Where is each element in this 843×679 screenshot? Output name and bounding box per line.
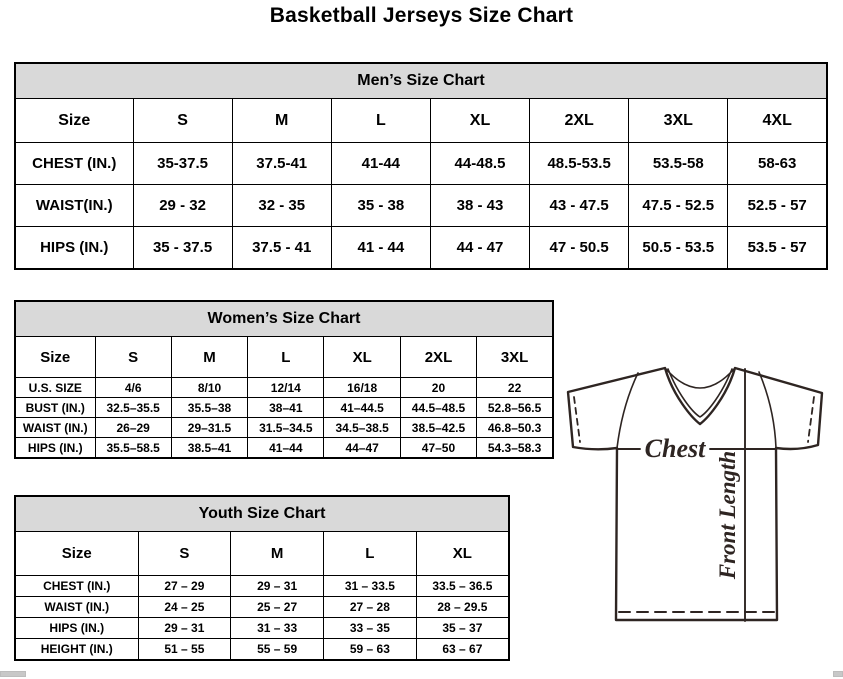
column-header: S [133,99,232,143]
chart-section-title: Youth Size Chart [15,496,509,532]
table-cell: 38.5–41 [171,438,247,459]
table-cell: 29 – 31 [138,618,231,639]
table-cell: 35 - 37.5 [133,227,232,270]
row-label-cell: CHEST (IN.) [15,143,133,185]
table-cell: 4/6 [95,378,171,398]
table-cell: 38 - 43 [430,185,529,227]
table-cell: 28 – 29.5 [416,597,509,618]
column-header-row [15,532,509,576]
table-cell: 25 – 27 [231,597,324,618]
right-armhole-seam [759,372,776,448]
table-cell: 35-37.5 [133,143,232,185]
table-row [15,618,509,639]
front-length-label: Front Length [715,450,740,580]
table-cell: 20 [400,378,476,398]
jersey-outline [568,368,822,620]
table-cell: 27 – 28 [324,597,417,618]
table-cell: 37.5-41 [232,143,331,185]
table-cell: 31 – 33 [231,618,324,639]
chest-label: Chest [644,434,706,463]
left-armhole-seam [617,373,638,448]
jersey-diagram-svg [560,362,843,627]
table-cell: 48.5-53.5 [530,143,629,185]
column-header: M [231,532,324,576]
table-cell: 31.5–34.5 [248,418,324,438]
table-cell: 47 - 50.5 [530,227,629,270]
mens-size-chart-table [14,62,828,270]
table-cell: 44-48.5 [430,143,529,185]
table-cell: 35.5–58.5 [95,438,171,459]
table-cell: 29 – 31 [231,576,324,597]
left-cuff-dashed-line [574,397,580,442]
column-header: 3XL [629,99,728,143]
youth-size-chart-table [14,495,510,661]
column-header: M [171,337,247,378]
row-label-cell: WAIST(IN.) [15,185,133,227]
table-cell: 47–50 [400,438,476,459]
table-cell: 35 - 38 [331,185,430,227]
table-cell: 44.5–48.5 [400,398,476,418]
table-cell: 47.5 - 52.5 [629,185,728,227]
column-header: L [331,99,430,143]
table-cell: 29 - 32 [133,185,232,227]
table-cell: 16/18 [324,378,400,398]
table-cell: 8/10 [171,378,247,398]
table-row [15,639,509,661]
table-cell: 32.5–35.5 [95,398,171,418]
table-cell: 53.5-58 [629,143,728,185]
table-row [15,438,553,459]
column-header: 2XL [530,99,629,143]
womens-size-chart-table [14,300,554,459]
table-row [15,143,827,185]
table-cell: 35.5–38 [171,398,247,418]
row-label-cell: CHEST (IN.) [15,576,138,597]
jersey-measurement-diagram [560,362,843,627]
table-cell: 12/14 [248,378,324,398]
table-cell: 41 - 44 [331,227,430,270]
table-cell: 46.8–50.3 [477,418,553,438]
row-label-cell: U.S. SIZE [15,378,95,398]
table-cell: 37.5 - 41 [232,227,331,270]
table-cell: 51 – 55 [138,639,231,661]
table-cell: 35 – 37 [416,618,509,639]
horizontal-scrollbar-fragment-left[interactable] [0,671,26,677]
row-label-cell: WAIST (IN.) [15,418,95,438]
table-cell: 43 - 47.5 [530,185,629,227]
chart-section-title: Women’s Size Chart [15,301,553,337]
table-cell: 52.8–56.5 [477,398,553,418]
table-row [15,418,553,438]
column-header-row [15,337,553,378]
row-label-cell: HIPS (IN.) [15,618,138,639]
column-header: S [138,532,231,576]
table-cell: 54.3–58.3 [477,438,553,459]
row-label-cell: WAIST (IN.) [15,597,138,618]
table-cell: 33 – 35 [324,618,417,639]
table-cell: 55 – 59 [231,639,324,661]
table-row [15,227,827,270]
table-cell: 58-63 [728,143,827,185]
table-cell: 50.5 - 53.5 [629,227,728,270]
column-header: Size [15,99,133,143]
table-cell: 44 - 47 [430,227,529,270]
table-row [15,185,827,227]
row-label-cell: HEIGHT (IN.) [15,639,138,661]
column-header: 3XL [477,337,553,378]
table-row [15,398,553,418]
table-cell: 44–47 [324,438,400,459]
column-header: S [95,337,171,378]
row-label-cell: HIPS (IN.) [15,438,95,459]
table-row [15,576,509,597]
table-cell: 63 – 67 [416,639,509,661]
table-cell: 41–44 [248,438,324,459]
column-header: 4XL [728,99,827,143]
row-label-cell: HIPS (IN.) [15,227,133,270]
table-cell: 34.5–38.5 [324,418,400,438]
table-cell: 24 – 25 [138,597,231,618]
table-cell: 41–44.5 [324,398,400,418]
column-header: XL [416,532,509,576]
column-header: XL [324,337,400,378]
column-header: Size [15,532,138,576]
table-cell: 32 - 35 [232,185,331,227]
column-header: L [248,337,324,378]
column-header-row [15,99,827,143]
table-cell: 52.5 - 57 [728,185,827,227]
column-header: Size [15,337,95,378]
table-cell: 29–31.5 [171,418,247,438]
row-label-cell: BUST (IN.) [15,398,95,418]
right-cuff-dashed-line [808,397,814,442]
table-cell: 38.5–42.5 [400,418,476,438]
table-cell: 59 – 63 [324,639,417,661]
table-row [15,378,553,398]
table-cell: 38–41 [248,398,324,418]
table-cell: 53.5 - 57 [728,227,827,270]
table-cell: 22 [477,378,553,398]
table-cell: 33.5 – 36.5 [416,576,509,597]
table-cell: 41-44 [331,143,430,185]
table-cell: 27 – 29 [138,576,231,597]
column-header: M [232,99,331,143]
horizontal-scrollbar-fragment-right[interactable] [833,671,843,677]
table-cell: 26–29 [95,418,171,438]
collar-trim-inner-v [668,369,732,417]
column-header: L [324,532,417,576]
table-cell: 31 – 33.5 [324,576,417,597]
chart-section-title: Men’s Size Chart [15,63,827,99]
column-header: XL [430,99,529,143]
table-row [15,597,509,618]
page-title: Basketball Jerseys Size Chart [269,4,574,27]
column-header: 2XL [400,337,476,378]
